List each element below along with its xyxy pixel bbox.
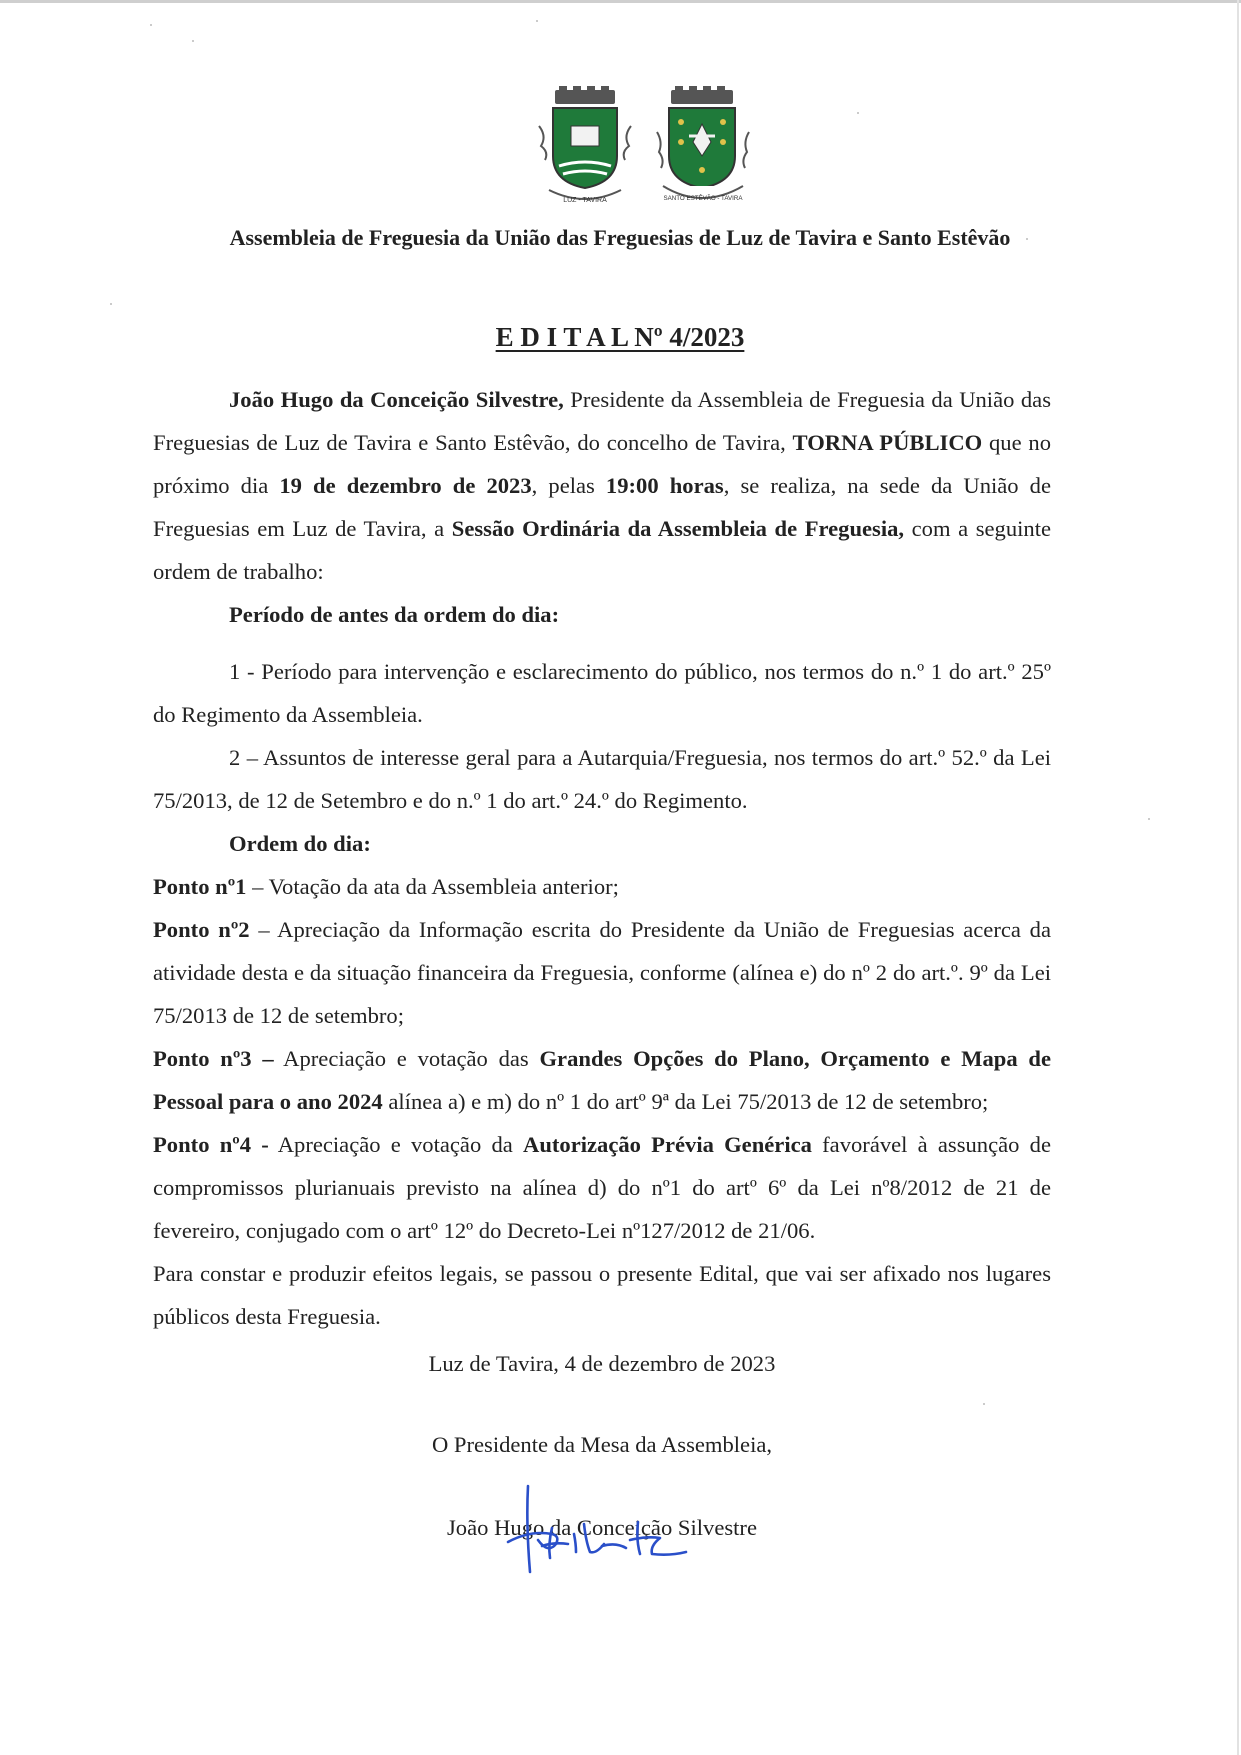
intro-text: , pelas [531,473,606,498]
president-name: João Hugo da Conceição Silvestre, [229,387,564,412]
crest-left-label: LUZ - TAVIRA [563,197,607,204]
scan-speck [150,24,152,26]
signature-graphic [490,1484,720,1574]
ponto-text: – Apreciação da Informação escrita do Presidente da União de Freguesias acerca da atividade desta e da situação financeira da Freguesia, conforme (alínea e) do nº 2 do art.º. 9º da Lei 75/2013 de 12 de setembro; [153,917,1052,1028]
periodo-heading-text: Período de antes da ordem do dia: [229,602,560,627]
ponto-label: Ponto nº2 [153,917,250,942]
scan-speck [1148,818,1150,820]
scan-speck [110,303,112,305]
assembly-heading: Assembleia de Freguesia da União das Freguesias de Luz de Tavira e Santo Estêvão [229,225,1011,250]
page-edge [0,0,1241,3]
coats-of-arms [535,86,767,210]
crest-right-label: SANTO ESTÊVÃO - TAVIRA [663,195,743,202]
page-edge [1237,0,1239,1755]
ponto-label: Ponto nº3 – [153,1046,274,1071]
ponto-bold: Grandes Opções do Plano, Orçamento e Mapa de Pessoal para o ano 2024 [153,1046,1051,1114]
crests-graphic [535,86,767,210]
ponto-text: favorável à assunção de compromissos plurianuais previsto na alínea d) do nº1 do artº 6º da Lei nº8/2012 de 21 de fevereiro, conjugado com o artº 12º do Decreto-Lei nº127/2012 de 21/06. [153,1132,1051,1243]
ponto-4 [153,1123,1051,1252]
ponto-1 [153,865,1051,908]
scan-speck [857,112,859,114]
ponto-text: Apreciação e votação das [273,1046,540,1071]
ponto-2 [153,908,1051,1037]
ponto-bold: Autorização Prévia Genérica [523,1132,812,1157]
torna-publico: TORNA PÚBLICO [792,430,983,455]
signoff-title: O Presidente da Mesa da Assembleia, [431,1432,773,1457]
edital-title [150,320,1090,354]
periodo-item: 1 - Período para intervenção e esclarecimento do público, nos termos do n.º 1 do art.º 25º do Regimento da Assembleia. [153,659,1051,727]
intro-text: com a seguinte ordem de trabalho: [153,516,1051,584]
ponto-3 [153,1037,1051,1123]
session-name: Sessão Ordinária da Assembleia de Freguesia, [451,516,905,541]
intro-paragraph [153,378,1051,593]
ponto-label: Ponto nº1 [153,874,247,899]
scan-speck [192,40,194,42]
ponto-label: Ponto nº4 - [153,1132,269,1157]
crest-luz-tavira [539,86,631,204]
intro-text: Presidente da Assembleia de Freguesia da União das Freguesias de Luz de Tavira e Santo Estêvão, do concelho de Tavira, [153,387,1051,455]
signer-name: João Hugo da Conceição Silvestre [447,1515,757,1540]
ponto-text: – Votação da ata da Assembleia anterior; [246,874,619,899]
closing-paragraph: Para constar e produzir efeitos legais, se passou o presente Edital, que vai ser afixado nos lugares públicos desta Freguesia. [153,1261,1051,1329]
intro-text: , se realiza, na sede da União de Freguesias em Luz de Tavira, a [153,473,1052,541]
session-date: 19 de dezembro de 2023 [279,473,532,498]
ponto-text: alínea a) e m) do nº 1 do artº 9ª da Lei 75/2013 de 12 de setembro; [382,1089,989,1114]
periodo-heading [153,593,1051,636]
ordem-heading-text: Ordem do dia: [229,831,371,856]
periodo-item: 2 – Assuntos de interesse geral para a Autarquia/Freguesia, nos termos do art.º 52.º da Lei 75/2013, de 12 de Setembro e do n.º 1 do art.º 24.º do Regimento. [153,745,1051,813]
scan-speck [536,20,538,22]
intro-text: que no próximo dia [153,430,1052,498]
place-date: Luz de Tavira, 4 de dezembro de 2023 [428,1351,776,1376]
session-time: 19:00 horas [605,473,724,498]
document-body [153,378,1051,1549]
signature [490,1484,720,1574]
crest-santo-estevao [657,86,749,202]
ponto-text: Apreciação e votação da [268,1132,523,1157]
ordem-heading [153,822,1051,865]
edital-title-text: E D I T A L Nº 4/2023 [495,322,745,352]
